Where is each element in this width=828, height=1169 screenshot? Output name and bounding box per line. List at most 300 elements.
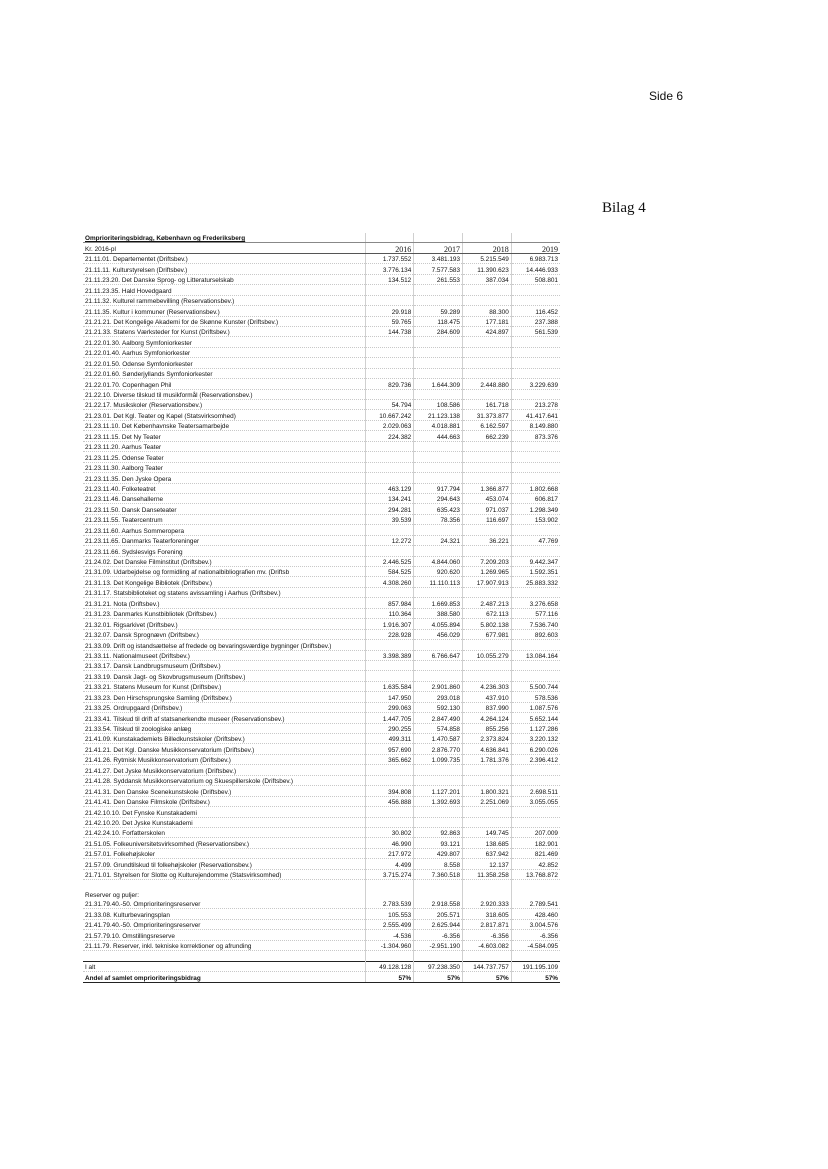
row-label: 21.23.11.20. Aarhus Teater [83,441,365,451]
row-value [463,587,512,597]
row-value: 561.539 [511,326,560,336]
row-value: 294.281 [365,504,414,514]
row-value [511,640,560,650]
table-row [83,337,560,347]
row-value: 508.801 [511,274,560,284]
total-row [83,961,560,971]
table-row [83,838,560,848]
spacer-row [83,951,560,961]
row-value: 54.794 [365,400,414,410]
table-row [83,577,560,587]
row-value [414,807,463,817]
table-row [83,493,560,503]
table-row [83,713,560,723]
row-value: -4.603.082 [463,940,512,950]
row-label: 21.23.11.35. Den Jyske Opera [83,473,365,483]
row-label: 21.33.11. Nationalmuseet (Driftsbev.) [83,650,365,660]
spacer-row-label [83,951,365,961]
table-row [83,598,560,608]
row-value: 224.382 [365,431,414,441]
row-label: 21.33.41. Tilskud til drift af statsanerkendte museer (Reservationsbev.) [83,713,365,723]
row-value [511,775,560,785]
row-value: 578.536 [511,692,560,702]
reserve-section-title-label: Reserver og puljer: [85,892,139,899]
row-label: 21.33.08. Kulturbevaringsplan [83,909,365,919]
row-value [414,285,463,295]
row-value: 36.221 [463,535,512,545]
row-value [414,765,463,775]
row-value: 318.605 [463,909,512,919]
row-value [414,295,463,305]
row-value: 677.981 [463,629,512,639]
row-value: 9.442.347 [511,556,560,566]
row-value: 134.241 [365,493,414,503]
row-value: 294.643 [414,493,463,503]
row-value: 134.512 [365,274,414,284]
row-value: 3.055.055 [511,796,560,806]
table-row [83,869,560,879]
row-value [511,807,560,817]
reserve-section-title [83,890,560,899]
row-value: 6.766.647 [414,650,463,660]
row-value: 57% [414,972,463,982]
row-value: 299.063 [365,702,414,712]
table-row [83,253,560,263]
row-value: 93.121 [414,838,463,848]
row-value [365,462,414,472]
row-value: 456.888 [365,796,414,806]
budget-table [83,233,560,983]
row-label: 21.41.26. Rytmisk Musikkonservatorium (Driftsbev.) [83,754,365,764]
row-label: 21.41.41. Den Danske Filmskole (Driftsbev.) [83,796,365,806]
row-label: 21.33.23. Den Hirschsprungske Samling (Driftsbev.) [83,692,365,702]
table-row [83,316,560,326]
row-value [365,640,414,650]
row-value: 428.460 [511,909,560,919]
row-value: 14.446.933 [511,264,560,274]
table-row [83,775,560,785]
row-label: 21.23.11.40. Folketeatret [83,483,365,493]
row-value: 5.500.744 [511,681,560,691]
row-value [463,295,512,305]
row-label: 21.11.11. Kulturstyrelsen (Driftsbev.) [83,264,365,274]
row-label: 21.23.11.46. Dansehallerne [83,493,365,503]
table-row [83,410,560,420]
row-value: 191.195.109 [511,961,560,971]
row-label: 21.31.17. Statsbiblioteket og statens avissamling i Aarhus (Driftsbev.) [83,587,365,597]
row-value: 1.644.309 [414,379,463,389]
row-value: 821.469 [511,848,560,858]
row-value [414,775,463,785]
row-value: 213.278 [511,400,560,410]
row-value: 971.037 [463,504,512,514]
row-label: 21.23.11.30. Aalborg Teater [83,462,365,472]
row-value: 46.990 [365,838,414,848]
row-value: 1.781.376 [463,754,512,764]
row-value: 2.901.860 [414,681,463,691]
row-value: 25.883.332 [511,577,560,587]
table-row [83,556,560,566]
row-value: 606.817 [511,493,560,503]
row-label: 21.11.23.20. Det Danske Sprog- og Litteraturselskab [83,274,365,284]
row-value: 2.698.511 [511,786,560,796]
row-value: 116.452 [511,306,560,316]
row-value: 4.264.124 [463,713,512,723]
row-value [365,660,414,670]
row-value [463,473,512,483]
row-value [414,347,463,357]
table-row [83,848,560,858]
row-value [365,525,414,535]
row-value: 88.300 [463,306,512,316]
row-label: 21.22.01.50. Odense Symfoniorkester [83,358,365,368]
row-value: 499.311 [365,734,414,744]
row-value: 39.539 [365,514,414,524]
row-value [414,817,463,827]
row-label: 21.22.01.40. Aarhus Symfoniorkester [83,347,365,357]
row-value: 10.667.242 [365,410,414,420]
row-value: 2.817.871 [463,919,512,929]
reserve-row [83,930,560,940]
row-value: -4.536 [365,930,414,940]
row-value: 365.662 [365,754,414,764]
row-value: 577.116 [511,608,560,618]
row-value: 1.592.351 [511,567,560,577]
row-label: 21.33.09. Drift og istandsættelse af fredede og bevaringsværdige bygninger (Driftsbev.) [83,640,365,650]
table-title: Omprioriteringsbidrag, København og Frederiksberg [83,233,365,243]
row-label: 21.11.35. Kultur i kommuner (Reservationsbev.) [83,306,365,316]
budget-table-body [83,233,560,982]
row-value: 387.034 [463,274,512,284]
row-value: 394.808 [365,786,414,796]
table-row [83,535,560,545]
row-label: 21.42.24.10. Forfatterskolen [83,827,365,837]
table-row [83,744,560,754]
row-value: -6.356 [414,930,463,940]
row-label: 21.32.07. Dansk Sprognævn (Driftsbev.) [83,629,365,639]
row-value: 57% [511,972,560,982]
row-value: 6.983.713 [511,253,560,263]
row-value [463,389,512,399]
row-value [463,285,512,295]
row-value: 2.373.824 [463,734,512,744]
row-value: 957.690 [365,744,414,754]
row-label: 21.41.79.40.-50. Omprioriteringsreserver [83,919,365,929]
row-value [463,462,512,472]
row-value: 1.447.705 [365,713,414,723]
row-value [414,525,463,535]
row-label: 21.57.09. Grundtilskud til folkehøjskoler (Reservationsbev.) [83,859,365,869]
row-value: 118.475 [414,316,463,326]
row-value: 2.446.525 [365,556,414,566]
row-value: 78.356 [414,514,463,524]
row-value: 2.918.558 [414,899,463,909]
row-value [365,389,414,399]
row-value [511,546,560,556]
row-value: 6.290.026 [511,744,560,754]
reserve-row [83,919,560,929]
row-label: 21.51.05. Folkeuniversitetsvirksomhed (Reservationsbev.) [83,838,365,848]
row-value [463,368,512,378]
reserve-row [83,940,560,950]
row-value: 41.417.641 [511,410,560,420]
row-value: 3.481.193 [414,253,463,263]
row-value: 2.625.944 [414,919,463,929]
row-value: 237.388 [511,316,560,326]
row-label: 21.23.11.60. Aarhus Sommeropera [83,525,365,535]
year-header: 2019 [511,243,560,253]
row-value: 57% [463,972,512,982]
row-value: 892.603 [511,629,560,639]
table-row [83,264,560,274]
table-row [83,567,560,577]
row-label: 21.22.01.70. Copenhagen Phil [83,379,365,389]
row-value: 293.018 [414,692,463,702]
row-value: 5.652.144 [511,713,560,723]
row-value [511,671,560,681]
row-label: 21.23.11.25. Odense Teater [83,452,365,462]
row-value [414,358,463,368]
row-label: 21.11.01. Departementet (Driftsbev.) [83,253,365,263]
row-value: 1.470.587 [414,734,463,744]
table-row [83,807,560,817]
row-value: 2.783.539 [365,899,414,909]
row-value: 7.209.203 [463,556,512,566]
row-value: 2.396.412 [511,754,560,764]
table-row [83,379,560,389]
row-label: 21.41.31. Den Danske Scenekunstskole (Driftsbev.) [83,786,365,796]
row-value [414,337,463,347]
row-value [365,295,414,305]
row-label: 21.22.01.30. Aalborg Symfoniorkester [83,337,365,347]
table-row [83,608,560,618]
appendix-heading: Bilag 4 [602,200,646,216]
table-row [83,347,560,357]
year-header: 2018 [463,243,512,253]
table-row [83,734,560,744]
row-value [414,452,463,462]
row-value: 30.802 [365,827,414,837]
table-row [83,629,560,639]
table-row [83,274,560,284]
row-value: 29.918 [365,306,414,316]
table-row [83,650,560,660]
row-value: 1.916.307 [365,619,414,629]
row-label: 21.22.17. Musikskoler (Reservationsbev.) [83,400,365,410]
row-label: 21.71.01. Styrelsen for Slotte og Kulturejendomme (Statsvirksomhed) [83,869,365,879]
row-value: 7.536.740 [511,619,560,629]
row-value: 97.238.350 [414,961,463,971]
row-value [511,337,560,347]
row-label: 21.57.01. Folkehøjskoler [83,848,365,858]
row-value [511,462,560,472]
table-row [83,765,560,775]
row-value: 637.942 [463,848,512,858]
table-row [83,431,560,441]
row-value: 829.736 [365,379,414,389]
row-value: 1.802.668 [511,483,560,493]
table-row [83,504,560,514]
table-row [83,285,560,295]
row-value [414,587,463,597]
table-row [83,452,560,462]
row-value: 635.423 [414,504,463,514]
row-value: 873.376 [511,431,560,441]
row-value [365,775,414,785]
row-value: 149.745 [463,827,512,837]
row-value [463,525,512,535]
row-value [414,671,463,681]
table-row [83,754,560,764]
row-label: 21.31.23. Danmarks Kunstbibliotek (Driftsbev.) [83,608,365,618]
table-row [83,368,560,378]
row-value [414,660,463,670]
row-value: 584.525 [365,567,414,577]
row-label: 21.24.02. Det Danske Filminstitut (Driftsbev.) [83,556,365,566]
table-title-row [83,233,560,243]
row-value: 592.130 [414,702,463,712]
row-value: 2.920.333 [463,899,512,909]
row-value: 2.251.069 [463,796,512,806]
row-label: 21.23.01. Det Kgl. Teater og Kapel (Statsvirksomhed) [83,410,365,420]
row-value: 4.499 [365,859,414,869]
row-label: Andel af samlet omprioriteringsbidrag [83,972,365,982]
row-value: -6.356 [463,930,512,940]
row-value [511,358,560,368]
row-value: 4.636.841 [463,744,512,754]
row-value: 3.398.389 [365,650,414,660]
row-value: 424.897 [463,326,512,336]
row-label: 21.11.32. Kulturel rammebevilling (Reservationsbev.) [83,295,365,305]
row-value [365,807,414,817]
row-value: 3.229.639 [511,379,560,389]
row-value [414,368,463,378]
table-row [83,587,560,597]
row-value: 116.697 [463,514,512,524]
row-value: 49.128.128 [365,961,414,971]
table-row [83,514,560,524]
row-value: 1.366.877 [463,483,512,493]
reserve-row [83,909,560,919]
row-value: 12.137 [463,859,512,869]
row-value: 3.220.132 [511,734,560,744]
row-value: 13.084.164 [511,650,560,660]
row-label: 21.33.25. Ordrupgaard (Driftsbev.) [83,702,365,712]
row-value: 2.847.490 [414,713,463,723]
table-row [83,358,560,368]
row-value: 2.876.770 [414,744,463,754]
row-value [463,807,512,817]
row-label: 21.23.11.66. Sydslesvigs Forening [83,546,365,556]
table-row [83,400,560,410]
table-row [83,859,560,869]
row-value: 4.018.881 [414,420,463,430]
row-value: 105.553 [365,909,414,919]
row-value: -2.951.190 [414,940,463,950]
row-value: 429.807 [414,848,463,858]
row-value: 3.776.134 [365,264,414,274]
row-value: 144.737.757 [463,961,512,971]
row-value: 47.769 [511,535,560,545]
row-label: 21.23.11.15. Det Ny Teater [83,431,365,441]
row-value: 11.390.623 [463,264,512,274]
row-value: 17.907.913 [463,577,512,587]
row-value: 10.055.279 [463,650,512,660]
row-value: 3.276.658 [511,598,560,608]
row-label: 21.41.21. Det Kgl. Danske Musikkonservatorium (Driftsbev.) [83,744,365,754]
row-value: 261.553 [414,274,463,284]
table-row [83,671,560,681]
row-value [414,546,463,556]
row-label: 21.32.01. Rigsarkivet (Driftsbev.) [83,619,365,629]
row-value: 11.110.113 [414,577,463,587]
row-label: 21.22.01.60. Sønderjyllands Symfoniorkester [83,368,365,378]
table-row [83,473,560,483]
table-row [83,692,560,702]
row-value: -4.584.095 [511,940,560,950]
row-value [463,660,512,670]
row-value: -6.356 [511,930,560,940]
row-label: 21.31.13. Det Kongelige Bibliotek (Driftsbev.) [83,577,365,587]
row-value [511,295,560,305]
table-row [83,483,560,493]
row-value: 672.113 [463,608,512,618]
row-value [511,817,560,827]
row-value [511,452,560,462]
row-label: 21.57.79.10. Omstillingsreserve [83,930,365,940]
row-value [511,525,560,535]
row-value: 161.718 [463,400,512,410]
table-row [83,546,560,556]
row-value: 857.984 [365,598,414,608]
row-label: I alt [83,961,365,971]
table-row [83,306,560,316]
row-label: 21.11.23.35. Hald Hovedgaard [83,285,365,295]
row-label: 21.31.09. Udarbejdelse og formidling af nationalbibliografien mv. (Driftsb [83,567,365,577]
reserve-row [83,899,560,909]
row-label: 21.23.11.10. Det Københavnske Teatersamarbejde [83,420,365,430]
row-value [463,452,512,462]
row-value [365,347,414,357]
row-value: 4.844.060 [414,556,463,566]
row-value [365,337,414,347]
row-label: 21.33.54. Tilskud til zoologiske anlæg [83,723,365,733]
row-label: 21.21.33. Statens Værksteder for Kunst (Driftsbev.) [83,326,365,336]
row-value: 437.910 [463,692,512,702]
row-value: 1.127.201 [414,786,463,796]
row-value [365,285,414,295]
table-row [83,827,560,837]
row-value [463,775,512,785]
row-value: 182.901 [511,838,560,848]
year-header: 2017 [414,243,463,253]
row-value [463,358,512,368]
spacer-row-label [83,880,365,890]
row-value: 290.255 [365,723,414,733]
row-value: 1.800.321 [463,786,512,796]
row-value: 12.272 [365,535,414,545]
row-label: 21.21.21. Det Kongelige Akademi for de Skønne Kunster (Driftsbev.) [83,316,365,326]
row-value [511,389,560,399]
row-value [511,660,560,670]
table-row [83,660,560,670]
table-row [83,786,560,796]
row-value: 110.364 [365,608,414,618]
row-value [365,587,414,597]
row-value: 3.715.274 [365,869,414,879]
row-value: 147.950 [365,692,414,702]
row-value: -1.304.960 [365,940,414,950]
